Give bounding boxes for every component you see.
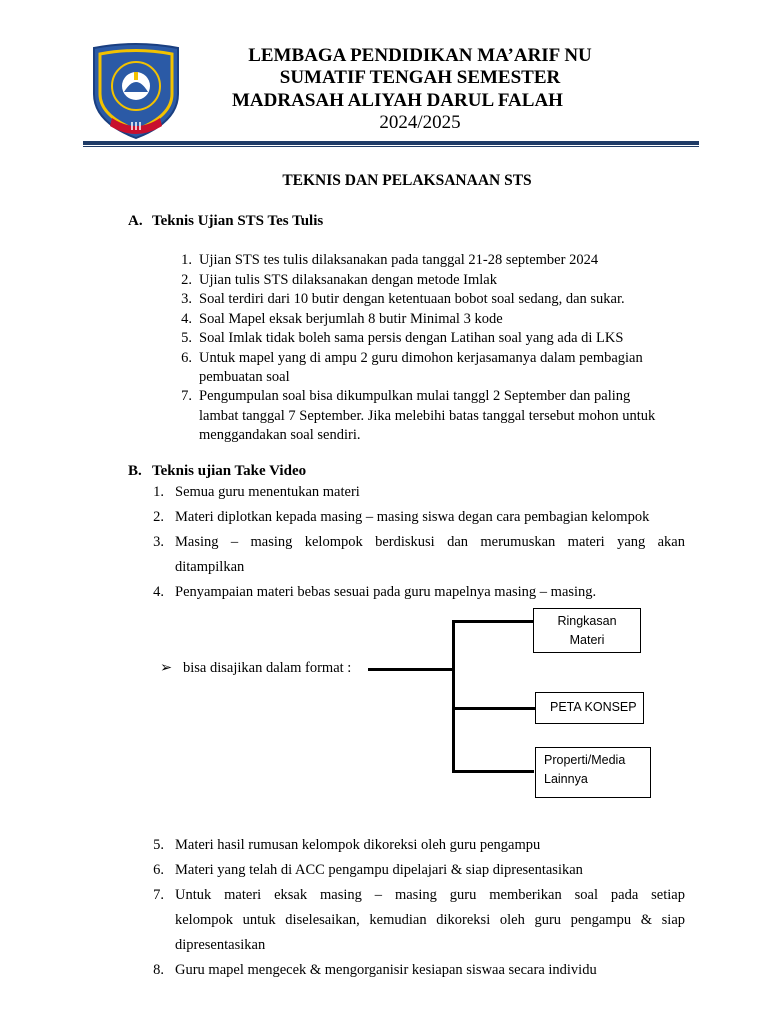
list-item-number: 6. [153, 862, 164, 878]
header-exam: SUMATIF TENGAH SEMESTER [279, 67, 561, 88]
list-item-number: 5. [181, 330, 192, 346]
format-box-concept-map [535, 692, 644, 724]
header-rule-thick [83, 141, 699, 145]
section-a-heading: Teknis Ujian STS Tes Tulis [152, 213, 324, 229]
list-item-number: 7. [153, 887, 164, 903]
list-item: Ujian tulis STS dilaksanakan dengan metode Imlak [199, 271, 497, 288]
list-item-number: 4. [153, 584, 164, 600]
connector-line [452, 770, 534, 773]
header-school: MADRASAH ALIYAH DARUL FALAH [232, 90, 563, 111]
list-item-number: 1. [181, 252, 192, 268]
list-item-number: 6. [181, 349, 192, 366]
format-bullet-text: bisa disajikan dalam format : [183, 660, 352, 676]
list-item: Materi hasil rumusan kelompok dikoreksi oleh guru pengampu [175, 837, 541, 853]
header-year: 2024/2025 [379, 112, 461, 133]
list-item-number: 5. [153, 837, 164, 853]
format-box-label: Ringkasan Materi [557, 614, 617, 647]
section-b-heading: Teknis ujian Take Video [152, 463, 307, 479]
list-item: Penyampaian materi bebas sesuai pada guru mapelnya masing – masing. [175, 584, 597, 600]
list-item: Materi yang telah di ACC pengampu dipelajari & siap dipresentasikan [175, 862, 583, 878]
arrow-bullet-icon: ➢ [160, 660, 173, 676]
connector-line [452, 707, 536, 710]
format-box-label: Properti/Media Lainnya [544, 753, 626, 786]
list-item: Materi diplotkan kepada masing – masing siswa degan cara pembagian kelompok [175, 509, 650, 525]
list-item: Soal Mapel eksak berjumlah 8 butir Minimal 3 kode [199, 310, 503, 327]
list-item-number: 2. [153, 509, 164, 525]
connector-line [452, 620, 455, 772]
list-item-continuation: dipresentasikan [175, 937, 266, 953]
list-item: Untuk materi eksak masing – masing guru memberikan soal pada setiap [175, 887, 685, 903]
list-item: Semua guru menentukan materi [175, 484, 360, 500]
list-item-number: 4. [181, 310, 192, 327]
connector-line [368, 668, 454, 671]
format-box-label: PETA KONSEP [550, 700, 637, 714]
list-item: Masing – masing kelompok berdiskusi dan merumuskan materi yang akan [175, 534, 685, 550]
list-item: Pengumpulan soal bisa dikumpulkan mulai tanggl 2 September dan paling lambat tanggal 7 September. Jika melebihi batas tanggal tersebut mohon untuk menggandakan soal sendiri. [199, 388, 656, 443]
format-box-summary [533, 608, 641, 653]
section-a-letter: A. [128, 213, 143, 229]
connector-line [452, 620, 534, 623]
list-item: Soal terdiri dari 10 butir dengan ketentuaan bobot soal sedang, dan sukar. [199, 291, 625, 307]
school-logo [90, 42, 182, 140]
header-rule-thin [83, 146, 699, 147]
list-item: Untuk mapel yang di ampu 2 guru dimohon kerjasamanya dalam pembagian pembuatan soal [199, 349, 643, 385]
list-item: Guru mapel mengecek & mengorganisir kesiapan siswaa secara individu [175, 962, 597, 978]
list-item-number: 2. [181, 271, 192, 288]
list-item: Soal Imlak tidak boleh sama persis dengan Latihan soal yang ada di LKS [199, 330, 624, 346]
list-item-number: 1. [153, 484, 164, 500]
list-item-number: 7. [181, 388, 192, 404]
list-item-number: 8. [153, 962, 164, 978]
section-b-letter: B. [128, 463, 142, 479]
page-title: TEKNIS DAN PELAKSANAAN STS [282, 172, 532, 189]
list-item-continuation: kelompok untuk diselesaikan, kemudian dikoreksi oleh guru pengampu & siap [175, 912, 685, 928]
list-item-number: 3. [153, 534, 164, 550]
list-item-continuation: ditampilkan [175, 559, 245, 575]
school-emblem-icon [90, 42, 182, 140]
header-institution: LEMBAGA PENDIDIKAN MA’ARIF NU [248, 45, 592, 66]
format-box-media [535, 747, 651, 798]
list-item-number: 3. [181, 291, 192, 307]
list-item: Ujian STS tes tulis dilaksanakan pada tanggal 21-28 september 2024 [199, 252, 599, 268]
